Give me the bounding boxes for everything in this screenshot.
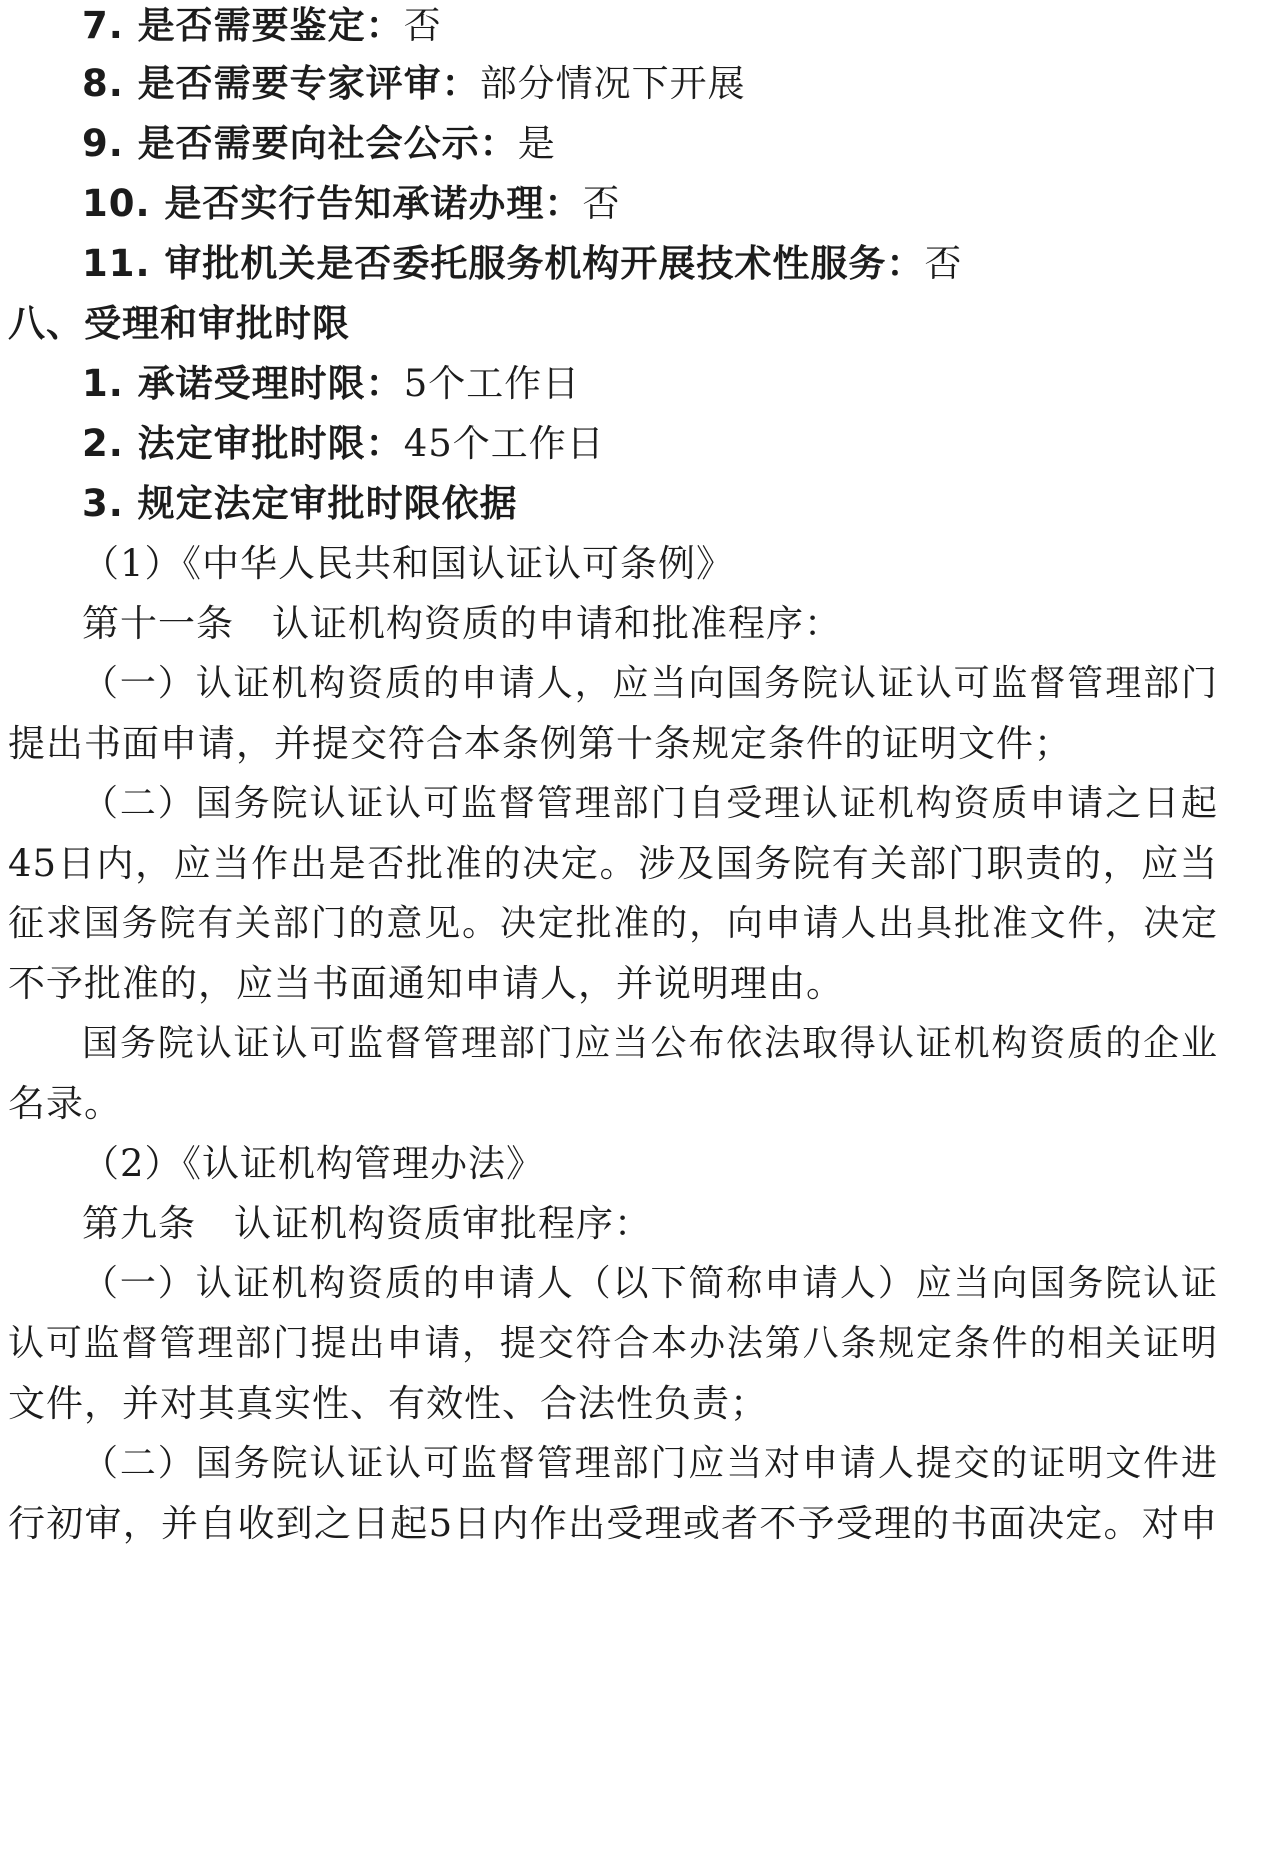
law-title-2: （2）《认证机构管理办法》 [82,1142,545,1185]
item-technical-service [82,242,962,286]
item-acceptance-time [82,362,580,406]
paragraph-line: 认可监督管理部门提出申请，提交符合本办法第八条规定条件的相关证明 [8,1323,1218,1364]
item-appraisal [82,4,442,48]
item-value: 5个工作日 [403,362,581,405]
item-value: 否 [582,182,621,225]
article-9-heading: 第九条 认证机构资质审批程序： [82,1202,652,1245]
paragraph-line: 名录。 [8,1082,122,1125]
item-public-notice [82,122,556,166]
paragraph-line: 提出书面申请，并提交符合本条例第十条规定条件的证明文件； [8,722,1072,765]
paragraph-line: 文件，并对其真实性、有效性、合法性负责； [8,1382,768,1425]
paragraph-line: 不予批准的，应当书面通知申请人，并说明理由。 [8,962,844,1005]
item-value: 是 [517,122,556,165]
paragraph-line: （二）国务院认证认可监督管理部门自受理认证机构资质申请之日起 [82,783,1218,824]
item-label: 10. 是否实行告知承诺办理： [82,182,583,225]
item-basis: 3. 规定法定审批时限依据 [82,482,518,525]
item-value: 部分情况下开展 [479,62,746,105]
item-label: 1. 承诺受理时限： [82,362,404,405]
item-approval-time [82,422,605,466]
item-value: 否 [924,242,963,285]
item-label: 2. 法定审批时限： [82,422,404,465]
item-expert-review [82,62,746,106]
item-commitment [82,182,620,226]
item-value: 45个工作日 [403,422,605,465]
paragraph-line: 45日内，应当作出是否批准的决定。涉及国务院有关部门职责的，应当 [8,842,1218,885]
item-label: 8. 是否需要专家评审： [82,62,480,105]
article-11-heading: 第十一条 认证机构资质的申请和批准程序： [82,602,842,645]
item-label: 11. 审批机关是否委托服务机构开展技术性服务： [82,242,925,285]
item-label: 9. 是否需要向社会公示： [82,122,518,165]
paragraph-line: （一）认证机构资质的申请人（以下简称申请人）应当向国务院认证 [82,1263,1218,1304]
paragraph-line: 征求国务院有关部门的意见。决定批准的，向申请人出具批准文件，决定 [8,903,1218,944]
law-title-1: （1）《中华人民共和国认证认可条例》 [82,542,735,585]
item-label: 7. 是否需要鉴定： [82,4,404,47]
paragraph-line: （一）认证机构资质的申请人，应当向国务院认证认可监督管理部门 [82,663,1218,704]
paragraph-line: 国务院认证认可监督管理部门应当公布依法取得认证机构资质的企业 [82,1023,1218,1064]
paragraph-line: （二）国务院认证认可监督管理部门应当对申请人提交的证明文件进 [82,1443,1218,1484]
item-value: 否 [403,4,442,47]
paragraph-line: 行初审，并自收到之日起5日内作出受理或者不予受理的书面决定。对申 [8,1502,1218,1545]
section-heading: 八、受理和审批时限 [8,302,350,345]
